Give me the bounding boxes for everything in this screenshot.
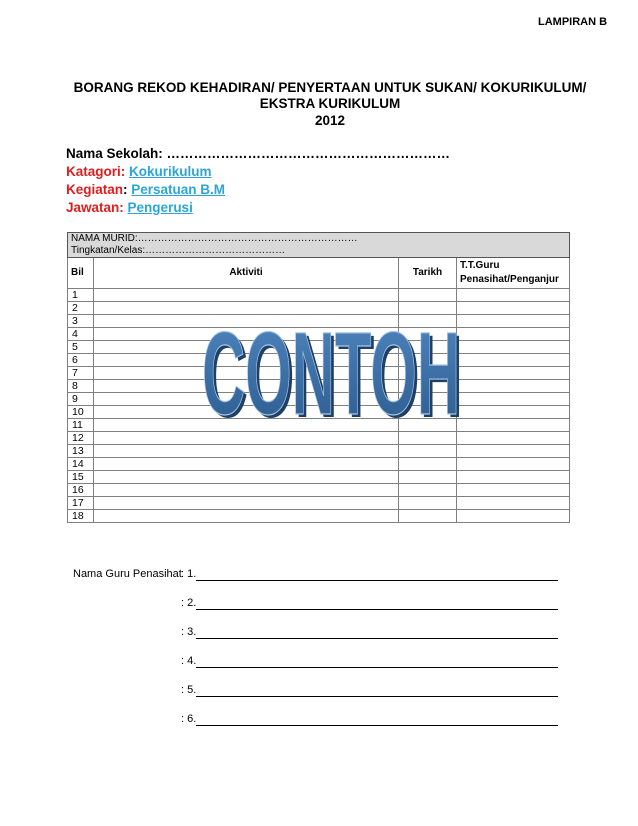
tt-guru-cell — [457, 341, 570, 354]
row-number: 12 — [68, 432, 94, 445]
kegiatan-label: Kegiatan — [66, 182, 124, 197]
row-number: 2 — [68, 302, 94, 315]
table-row — [68, 458, 570, 471]
table-header-row — [68, 258, 570, 289]
signature-line — [196, 597, 558, 610]
row-number: 16 — [68, 484, 94, 497]
tt-guru-cell — [457, 445, 570, 458]
kegiatan-field: Kegiatan: Persatuan B.M — [66, 182, 226, 197]
tarikh-cell — [399, 289, 457, 302]
column-header-tarikh: Tarikh — [399, 258, 457, 289]
tarikh-cell — [399, 497, 457, 510]
signature-number: : 4. — [181, 655, 197, 667]
signature-row — [73, 654, 558, 668]
row-number: 10 — [68, 406, 94, 419]
row-number: 6 — [68, 354, 94, 367]
table-row — [68, 484, 570, 497]
table-row — [68, 419, 570, 432]
column-header-tt-guru: T.T.Guru Penasihat/Penganjur — [457, 258, 570, 289]
signature-line — [196, 568, 558, 581]
column-header-aktiviti: Aktiviti — [94, 258, 399, 289]
tt-guru-cell — [457, 380, 570, 393]
tarikh-cell — [399, 484, 457, 497]
nama-guru-penasihat-label: Nama Guru Penasihat — [73, 568, 182, 580]
signature-row — [73, 596, 558, 610]
row-number: 17 — [68, 497, 94, 510]
table-row — [68, 510, 570, 523]
watermark-text: CONTOH — [202, 316, 460, 420]
signature-number: : 1. — [181, 568, 197, 580]
aktiviti-cell — [94, 458, 399, 471]
jawatan-field — [66, 199, 193, 217]
row-number: 3 — [68, 315, 94, 328]
tt-guru-cell — [457, 406, 570, 419]
jawatan-label: Jawatan: — [66, 200, 124, 215]
row-number: 11 — [68, 419, 94, 432]
nama-sekolah-label: Nama Sekolah: ……………………………………………………… — [66, 146, 451, 161]
kategori-value: Kokurikulum — [129, 164, 212, 179]
tarikh-cell — [399, 510, 457, 523]
table-row — [68, 497, 570, 510]
table-row — [68, 302, 570, 315]
watermark-shadow-text: CONTOH — [205, 316, 463, 420]
signature-line — [196, 626, 558, 639]
tarikh-cell — [399, 471, 457, 484]
tt-guru-cell — [457, 393, 570, 406]
aktiviti-cell — [94, 445, 399, 458]
signature-number: : 6. — [181, 713, 197, 725]
tt-guru-cell — [457, 419, 570, 432]
signature-number: : 3. — [181, 626, 197, 638]
signature-number: : 2. — [181, 597, 197, 609]
form-title-year: 2012 — [314, 113, 346, 128]
aktiviti-cell — [94, 484, 399, 497]
kategori-label: Katagori: — [66, 164, 126, 179]
tt-guru-cell — [457, 328, 570, 341]
aktiviti-cell — [94, 497, 399, 510]
row-number: 14 — [68, 458, 94, 471]
nama-murid-cell: NAMA MURID:………………………………………………………… Tingkatan/Kelas:…………………………………… — [68, 233, 570, 258]
tt-guru-cell — [457, 289, 570, 302]
row-number: 7 — [68, 367, 94, 380]
form-title-line-2: EKSTRA KURIKULUM — [259, 96, 401, 111]
lampiran-label: LAMPIRAN B — [538, 16, 608, 28]
aktiviti-cell — [94, 289, 399, 302]
tt-guru-cell — [457, 471, 570, 484]
kategori-field — [66, 163, 212, 181]
tt-guru-cell — [457, 484, 570, 497]
tt-guru-cell — [457, 315, 570, 328]
tt-guru-cell — [457, 354, 570, 367]
table-row — [68, 471, 570, 484]
aktiviti-cell — [94, 510, 399, 523]
column-header-bil: Bil — [68, 258, 94, 289]
nama-murid-row — [68, 233, 570, 258]
signature-row — [73, 683, 558, 697]
tt-guru-cell — [457, 302, 570, 315]
table-row — [68, 432, 570, 445]
tarikh-cell — [399, 419, 457, 432]
signature-row — [73, 712, 558, 726]
signature-line — [196, 655, 558, 668]
row-number: 8 — [68, 380, 94, 393]
form-title-line-1: BORANG REKOD KEHADIRAN/ PENYERTAAN UNTUK SUKAN/ KOKURIKULUM/ — [73, 80, 587, 95]
tt-guru-cell — [457, 458, 570, 471]
contoh-watermark — [200, 316, 465, 420]
aktiviti-cell — [94, 432, 399, 445]
tarikh-cell — [399, 445, 457, 458]
row-number: 4 — [68, 328, 94, 341]
tt-guru-cell — [457, 432, 570, 445]
row-number: 13 — [68, 445, 94, 458]
jawatan-value: Pengerusi — [127, 200, 193, 215]
tt-guru-cell — [457, 367, 570, 380]
signature-row — [73, 567, 558, 581]
tarikh-cell — [399, 302, 457, 315]
tt-guru-cell — [457, 497, 570, 510]
signature-row — [73, 625, 558, 639]
tarikh-cell — [399, 458, 457, 471]
table-row — [68, 445, 570, 458]
aktiviti-cell — [94, 471, 399, 484]
row-number: 9 — [68, 393, 94, 406]
row-number: 5 — [68, 341, 94, 354]
table-row — [68, 289, 570, 302]
tarikh-cell — [399, 432, 457, 445]
nama-sekolah-field — [66, 145, 450, 163]
tt-guru-cell — [457, 510, 570, 523]
aktiviti-cell — [94, 302, 399, 315]
aktiviti-cell — [94, 419, 399, 432]
kegiatan-value: Persatuan B.M — [131, 182, 226, 197]
signature-line — [196, 713, 558, 726]
row-number: 15 — [68, 471, 94, 484]
row-number: 1 — [68, 289, 94, 302]
signature-number: : 5. — [181, 684, 197, 696]
row-number: 18 — [68, 510, 94, 523]
signature-line — [196, 684, 558, 697]
